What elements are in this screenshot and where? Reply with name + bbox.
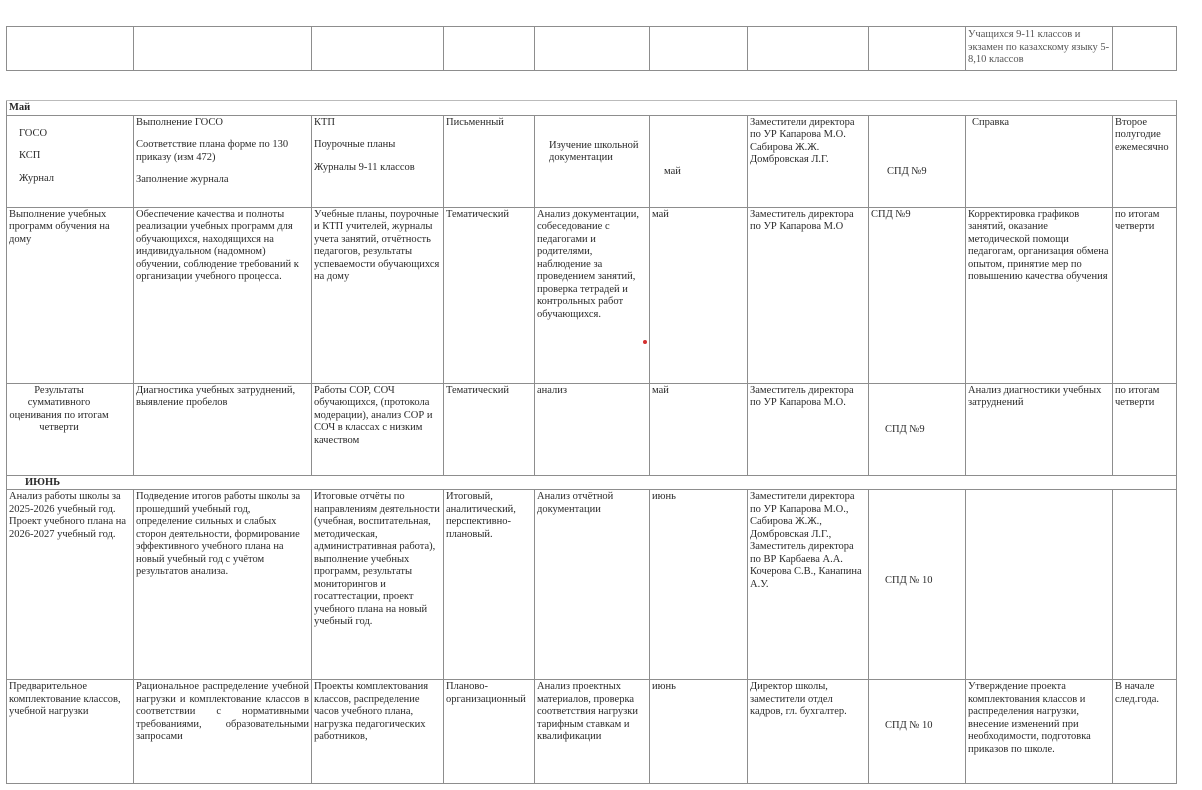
table-row [7,27,1177,71]
table-cell: по итогам четверти [1113,207,1177,383]
table-row [7,207,1177,383]
section-row [7,475,1177,490]
cell-line: ГОСО [19,127,48,139]
cell-line: Журналы 9-11 классов [314,161,415,173]
red-mark [643,340,647,344]
table-cell: Проекты комплектования классов, распределение часов учебного плана, нагрузка педагогических работников, [312,680,444,784]
control-plan-table [6,26,1177,784]
table-cell: анализ [535,383,650,475]
section-row [7,101,1177,116]
table-cell [650,27,748,71]
table-cell: Заместитель директора по УР Капарова М.О [748,207,869,383]
cell-line: КСП [19,150,41,161]
table-cell: Справка [966,115,1113,207]
table-cell: Тематический [444,383,535,475]
table-cell: Утверждение проекта комплектования классов и распределения нагрузки, внесение изменений при необходимости, подготовка приказов по школе. [966,680,1113,784]
table-cell: май [650,383,748,475]
table-cell: Анализ проектных материалов, проверка соответствия нагрузки тарифным ставкам и квалификации [535,680,650,784]
spacer-row [7,71,1177,101]
cell-line: КТП [314,116,335,128]
table-cell: Планово-организационный [444,680,535,784]
table-cell: Работы СОР, СОЧ обучающихся, (протокола модерации), анализ СОР и СОЧ в классах с низким качеством [312,383,444,475]
table-cell: Анализ работы школы за 2025-2026 учебный год. Проект учебного плана на 2026-2027 учебный год. [7,490,134,680]
table-cell: Анализ документации, собеседование с педагогами и родителями, наблюдение за проведением занятий, проверка тетрадей и контрольных работ обучающихся. [535,207,650,383]
cell-line: Заполнение журнала [136,174,229,185]
table-row [7,383,1177,475]
table-cell: Заместители директора по УР Капарова М.О., Сабирова Ж.Ж., Домбровская Л.Г., Заместитель директора по ВР Карбаева А.А. Кочерова С.В., Канапина А.У. [748,490,869,680]
table-cell: Тематический [444,207,535,383]
table-cell: Обеспечение качества и полноты реализации учебных программ для обучающихся, находящихся на индивидуальном (надомном) обучении, соблюдение требований к организации учебного процесса. [134,207,312,383]
cell-line: Соответствие плана форме по 130 приказу (изм 472) [136,139,289,163]
table-cell: Выполнение учебных программ обучения на дому [7,207,134,383]
table-cell [7,27,134,71]
table-row [7,490,1177,680]
cell-line: Журнал [19,172,55,184]
table-row [7,680,1177,784]
section-title-may: Май [7,101,1177,116]
table-cell: СПД №9 [869,115,966,207]
table-cell: В начале след.года. [1113,680,1177,784]
table-cell: июнь [650,680,748,784]
table-cell: Учебные планы, поурочные и КТП учителей, журналы учета занятий, отчётность педагогов, результаты успеваемости обучающихся на дому [312,207,444,383]
section-title-june: ИЮНЬ [7,475,1177,490]
table-cell: СПД №9 [869,207,966,383]
table-cell [134,115,312,207]
table-cell: Диагностика учебных затруднений, выявление пробелов [134,383,312,475]
table-cell [966,490,1113,680]
table-cell: Подведение итогов работы школы за прошедший учебный год, определение сильных и слабых сторон деятельности, формирование эффективного учебного плана на новый учебный год с учётом результатов анализа. [134,490,312,680]
table-cell: Итоговые отчёты по направлениям деятельности (учебная, воспитательная, методическая, административная работа), выполнение учебных программ, результаты мониторингов и госаттестации, проект учебного плана на новый учебный год. [312,490,444,680]
table-cell [535,27,650,71]
table-cell: Анализ диагностики учебных затруднений [966,383,1113,475]
table-cell: Итоговый, аналитический, перспективно-плановый. [444,490,535,680]
table-cell: июнь [650,490,748,680]
table-cell: Письменный [444,115,535,207]
table-cell [134,27,312,71]
table-cell: Результаты суммативного оценивания по итогам четверти [7,383,134,475]
table-cell [312,115,444,207]
table-cell: Второе полугодие ежемесячно [1113,115,1177,207]
table-cell: Изучение школьной документации [535,115,650,207]
table-cell: май [650,115,748,207]
table-cell [1113,27,1177,71]
table-cell: СПД № 10 [869,680,966,784]
table-cell: Корректировка графиков занятий, оказание методической помощи педагогам, организация обмена опытом, принятие мер по повышению качества обучения [966,207,1113,383]
table-cell [312,27,444,71]
table-cell: май [650,207,748,383]
table-cell [869,27,966,71]
table-cell: Анализ отчётной документации [535,490,650,680]
table-cell: Рациональное распределение учебной нагрузки и комплектование классов в соответствии с нормативными требованиями, образовательными запросами [134,680,312,784]
table-row [7,115,1177,207]
cell-line: Выполнение ГОСО [136,116,223,128]
table-cell: Заместитель директора по УР Капарова М.О. [748,383,869,475]
table-cell [444,27,535,71]
table-cell: по итогам четверти [1113,383,1177,475]
table-cell: Учащихся 9-11 классов и экзамен по казахскому языку 5-8,10 классов [966,27,1113,71]
table-cell: СПД № 10 [869,490,966,680]
table-cell [748,27,869,71]
spacer-cell [7,71,1177,101]
table-cell: Директор школы, заместители отдел кадров, гл. бухгалтер. [748,680,869,784]
table-cell: Предварительное комплектование классов, учебной нагрузки [7,680,134,784]
table-cell [7,115,134,207]
table-cell: СПД №9 [869,383,966,475]
table-cell [1113,490,1177,680]
cell-line: Поурочные планы [314,139,396,150]
table-cell: Заместители директора по УР Капарова М.О. Сабирова Ж.Ж. Домбровская Л.Г. [748,115,869,207]
